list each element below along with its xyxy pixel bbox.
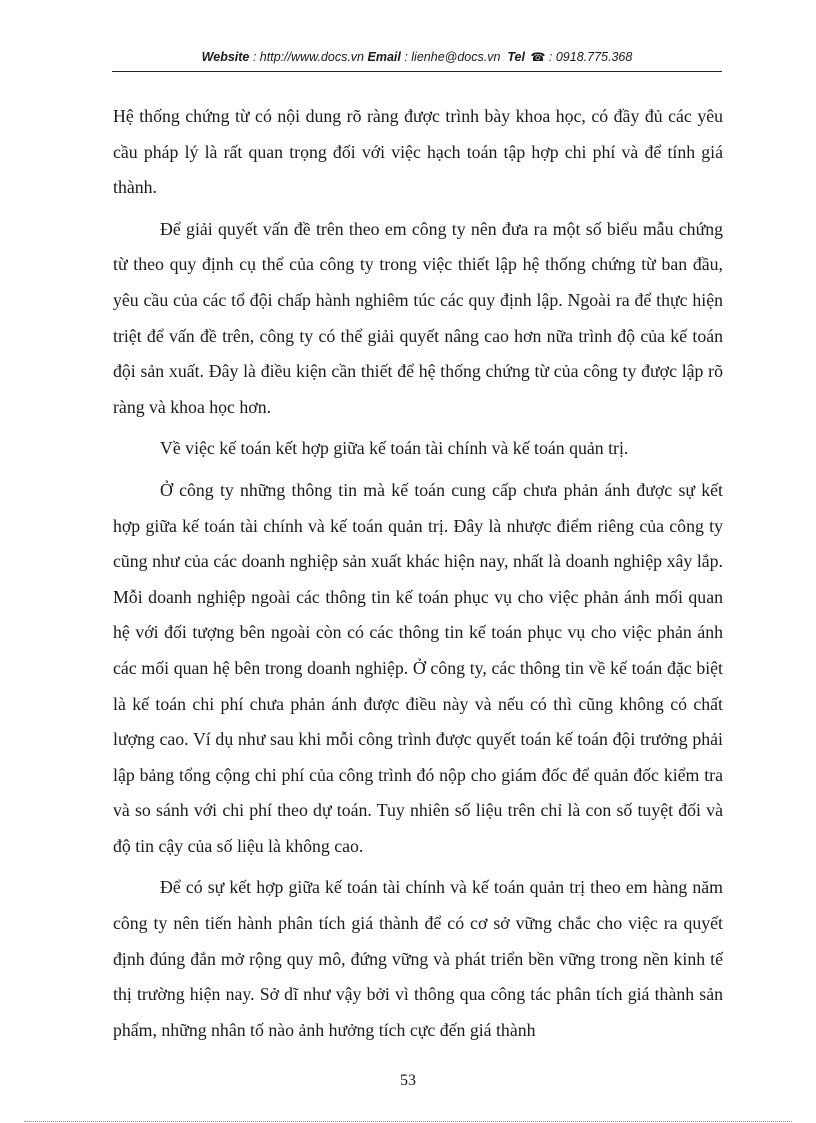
email-label: Email bbox=[367, 50, 401, 64]
tel-label: Tel bbox=[507, 50, 525, 64]
tel-number: 0918.775.368 bbox=[555, 50, 633, 64]
paragraph-1: Hệ thống chứng từ có nội dung rõ ràng được trình bày khoa học, có đầy đủ các yêu cầu pháp lý là rất quan trọng đối với việc hạch toán tập hợp chi phí và để tính giá thành. bbox=[113, 106, 723, 198]
email-separator: : bbox=[400, 50, 412, 64]
paragraph-3-heading: Về việc kế toán kết hợp giữa kế toán tài chính và kế toán quản trị. bbox=[160, 438, 629, 459]
document-body bbox=[113, 99, 723, 1054]
page-bottom-divider bbox=[24, 1121, 792, 1122]
paragraph-5: Để có sự kết hợp giữa kế toán tài chính và kế toán quản trị theo em hàng năm công ty nên tiến hành phân tích giá thành để có cơ sở vững chắc cho việc ra quyết định đúng đắn mở rộng quy mô, đứng vững và phát triển bền vững trong nền kinh tế thị trường hiện nay. Sở dĩ như vậy bởi vì thông qua công tác phân tích giá thành sản phẩm, những nhân tố nào ảnh hưởng tích cực đến giá thành bbox=[113, 877, 723, 1040]
page-header bbox=[112, 50, 722, 70]
website-separator: : bbox=[249, 50, 260, 64]
website-label: Website bbox=[201, 50, 250, 64]
email-address[interactable]: lienhe@docs.vn bbox=[411, 50, 501, 64]
paragraph-2: Để giải quyết vấn đề trên theo em công ty nên đưa ra một số biểu mẫu chứng từ theo quy định cụ thể của công ty trong việc thiết lập hệ thống chứng từ ban đầu, yêu cầu của các tổ đội chấp hành nghiêm túc các quy định lập. Ngoài ra để thực hiện triệt để vấn đề trên, công ty có thể giải quyết nâng cao hơn nữa trình độ của kế toán đội sản xuất. Đây là điều kiện cần thiết để hệ thống chứng từ của công ty được lập rõ ràng và khoa học hơn. bbox=[113, 218, 723, 417]
website-url[interactable]: http://www.docs.vn bbox=[259, 50, 365, 64]
page-number: 53 bbox=[400, 1072, 416, 1089]
header-divider bbox=[112, 71, 722, 72]
paragraph-4: Ở công ty những thông tin mà kế toán cung cấp chưa phản ánh được sự kết hợp giữa kế toán tài chính và kế toán quản trị. Đây là nhược điểm riêng của công ty cũng như của các doanh nghiệp sản xuất khác hiện nay, nhất là doanh nghiệp xây lắp. Mỗi doanh nghiệp ngoài các thông tin kế toán phục vụ cho việc phản ánh mối quan hệ với đối tượng bên ngoài còn có các thông tin kế toán phục vụ cho việc phản ánh các mối quan hệ bên trong doanh nghiệp. Ở công ty, các thông tin về kế toán đặc biệt là kế toán chi phí chưa phản ánh được điều này và nếu có thì cũng không có chất lượng cao. Ví dụ như sau khi mỗi công trình được quyết toán kế toán đội trưởng phải lập bảng tổng cộng chi phí của công trình đó nộp cho giám đốc để quản đốc kiểm tra và so sánh với chi phí theo dự toán. Tuy nhiên số liệu trên chỉ là con số tuyệt đối và độ tin cậy của số liệu là không cao. bbox=[113, 479, 723, 856]
tel-separator: : bbox=[545, 50, 556, 64]
phone-icon: ☎ bbox=[530, 50, 546, 64]
